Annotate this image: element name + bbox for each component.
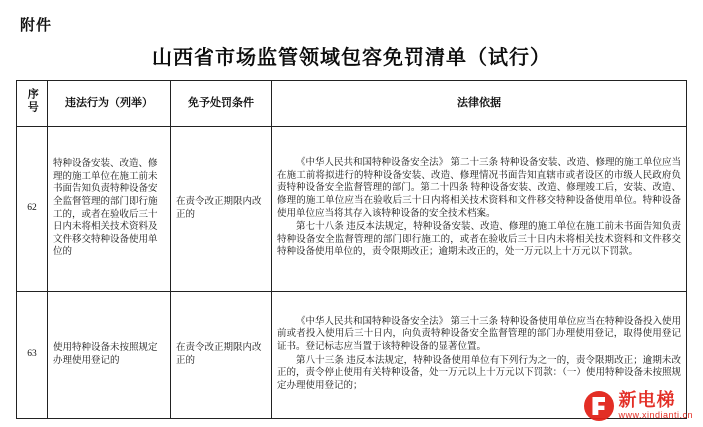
column-header-law: 法律依据 xyxy=(272,81,687,127)
cell-act: 使用特种设备未按照规定办理使用登记的 xyxy=(48,291,171,418)
column-header-seq-label: 序号 xyxy=(26,88,39,114)
brand-name: 新电梯 xyxy=(618,390,676,411)
watermark-logo xyxy=(584,391,693,421)
cell-seq: 62 xyxy=(17,126,48,291)
cell-seq: 63 xyxy=(17,291,48,418)
cell-condition: 在责令改正期限内改正的 xyxy=(171,291,272,418)
table-header xyxy=(17,81,687,127)
law-paragraph: 第八十三条 违反本法规定，特种设备使用单位有下列行为之一的，责令限期改正；逾期未改正的，责令停止使用有关特种设备，处一万元以上十万元以下罚款：（一）使用特种设备未按照规定办理使用登记的； xyxy=(277,355,681,391)
page-title: 山西省市场监管领域包容免罚清单（试行） xyxy=(152,47,551,69)
brand-mark-icon xyxy=(584,391,614,421)
regulation-table xyxy=(16,80,687,419)
table-row xyxy=(17,126,687,291)
column-header-seq xyxy=(17,81,48,127)
brand-text xyxy=(618,391,693,421)
cell-act: 特种设备安装、改造、修理的施工单位在施工前未书面告知负责特种设备安全监督管理的部门即行施工的，或者在验收后三十日内未将相关技术资料及文件移交特种设备使用单位的 xyxy=(48,126,171,291)
law-paragraph: 《中华人民共和国特种设备安全法》 第三十三条 特种设备使用单位应当在特种设备投入使用前或者投入使用后三十日内，向负责特种设备安全监督管理的部门办理使用登记，取得使用登记证书。登记标志应当置于该特种设备的显著位置。 xyxy=(277,316,681,352)
brand-url: www.xindianti.cn xyxy=(618,409,693,420)
law-paragraph: 第七十八条 违反本法规定，特种设备安装、改造、修理的施工单位在施工前未书面告知负责特种设备安全监督管理的部门即行施工的，或者在验收后三十日内未将相关技术资料和文件移交特种设备使用单位的，责令限期改正；逾期未改正的，处一万元以上十万元以下罚款。 xyxy=(277,222,681,258)
law-paragraph: 《中华人民共和国特种设备安全法》 第二十三条 特种设备安装、改造、修理的施工单位应当在施工前将拟进行的特种设备安装、改造、修理情况书面告知直辖市或者设区的市级人民政府负责特种设备安全监督管理的部门。第二十四条 特种设备安装、改造、修理竣工后，安装、改造、修理的施工单位应当在验收后三十日内将相关技术资料和文件移交特种设备使用单位。特种设备使用单位应当将其存入该特种设备的安全技术档案。 xyxy=(277,158,681,219)
cell-law xyxy=(272,126,687,291)
column-header-condition: 免予处罚条件 xyxy=(171,81,272,127)
table-body xyxy=(17,126,687,418)
attachment-label: 附件 xyxy=(20,18,53,34)
cell-condition: 在责令改正期限内改正的 xyxy=(171,126,272,291)
column-header-act: 违法行为（列举） xyxy=(48,81,171,127)
table-header-row xyxy=(17,81,687,127)
